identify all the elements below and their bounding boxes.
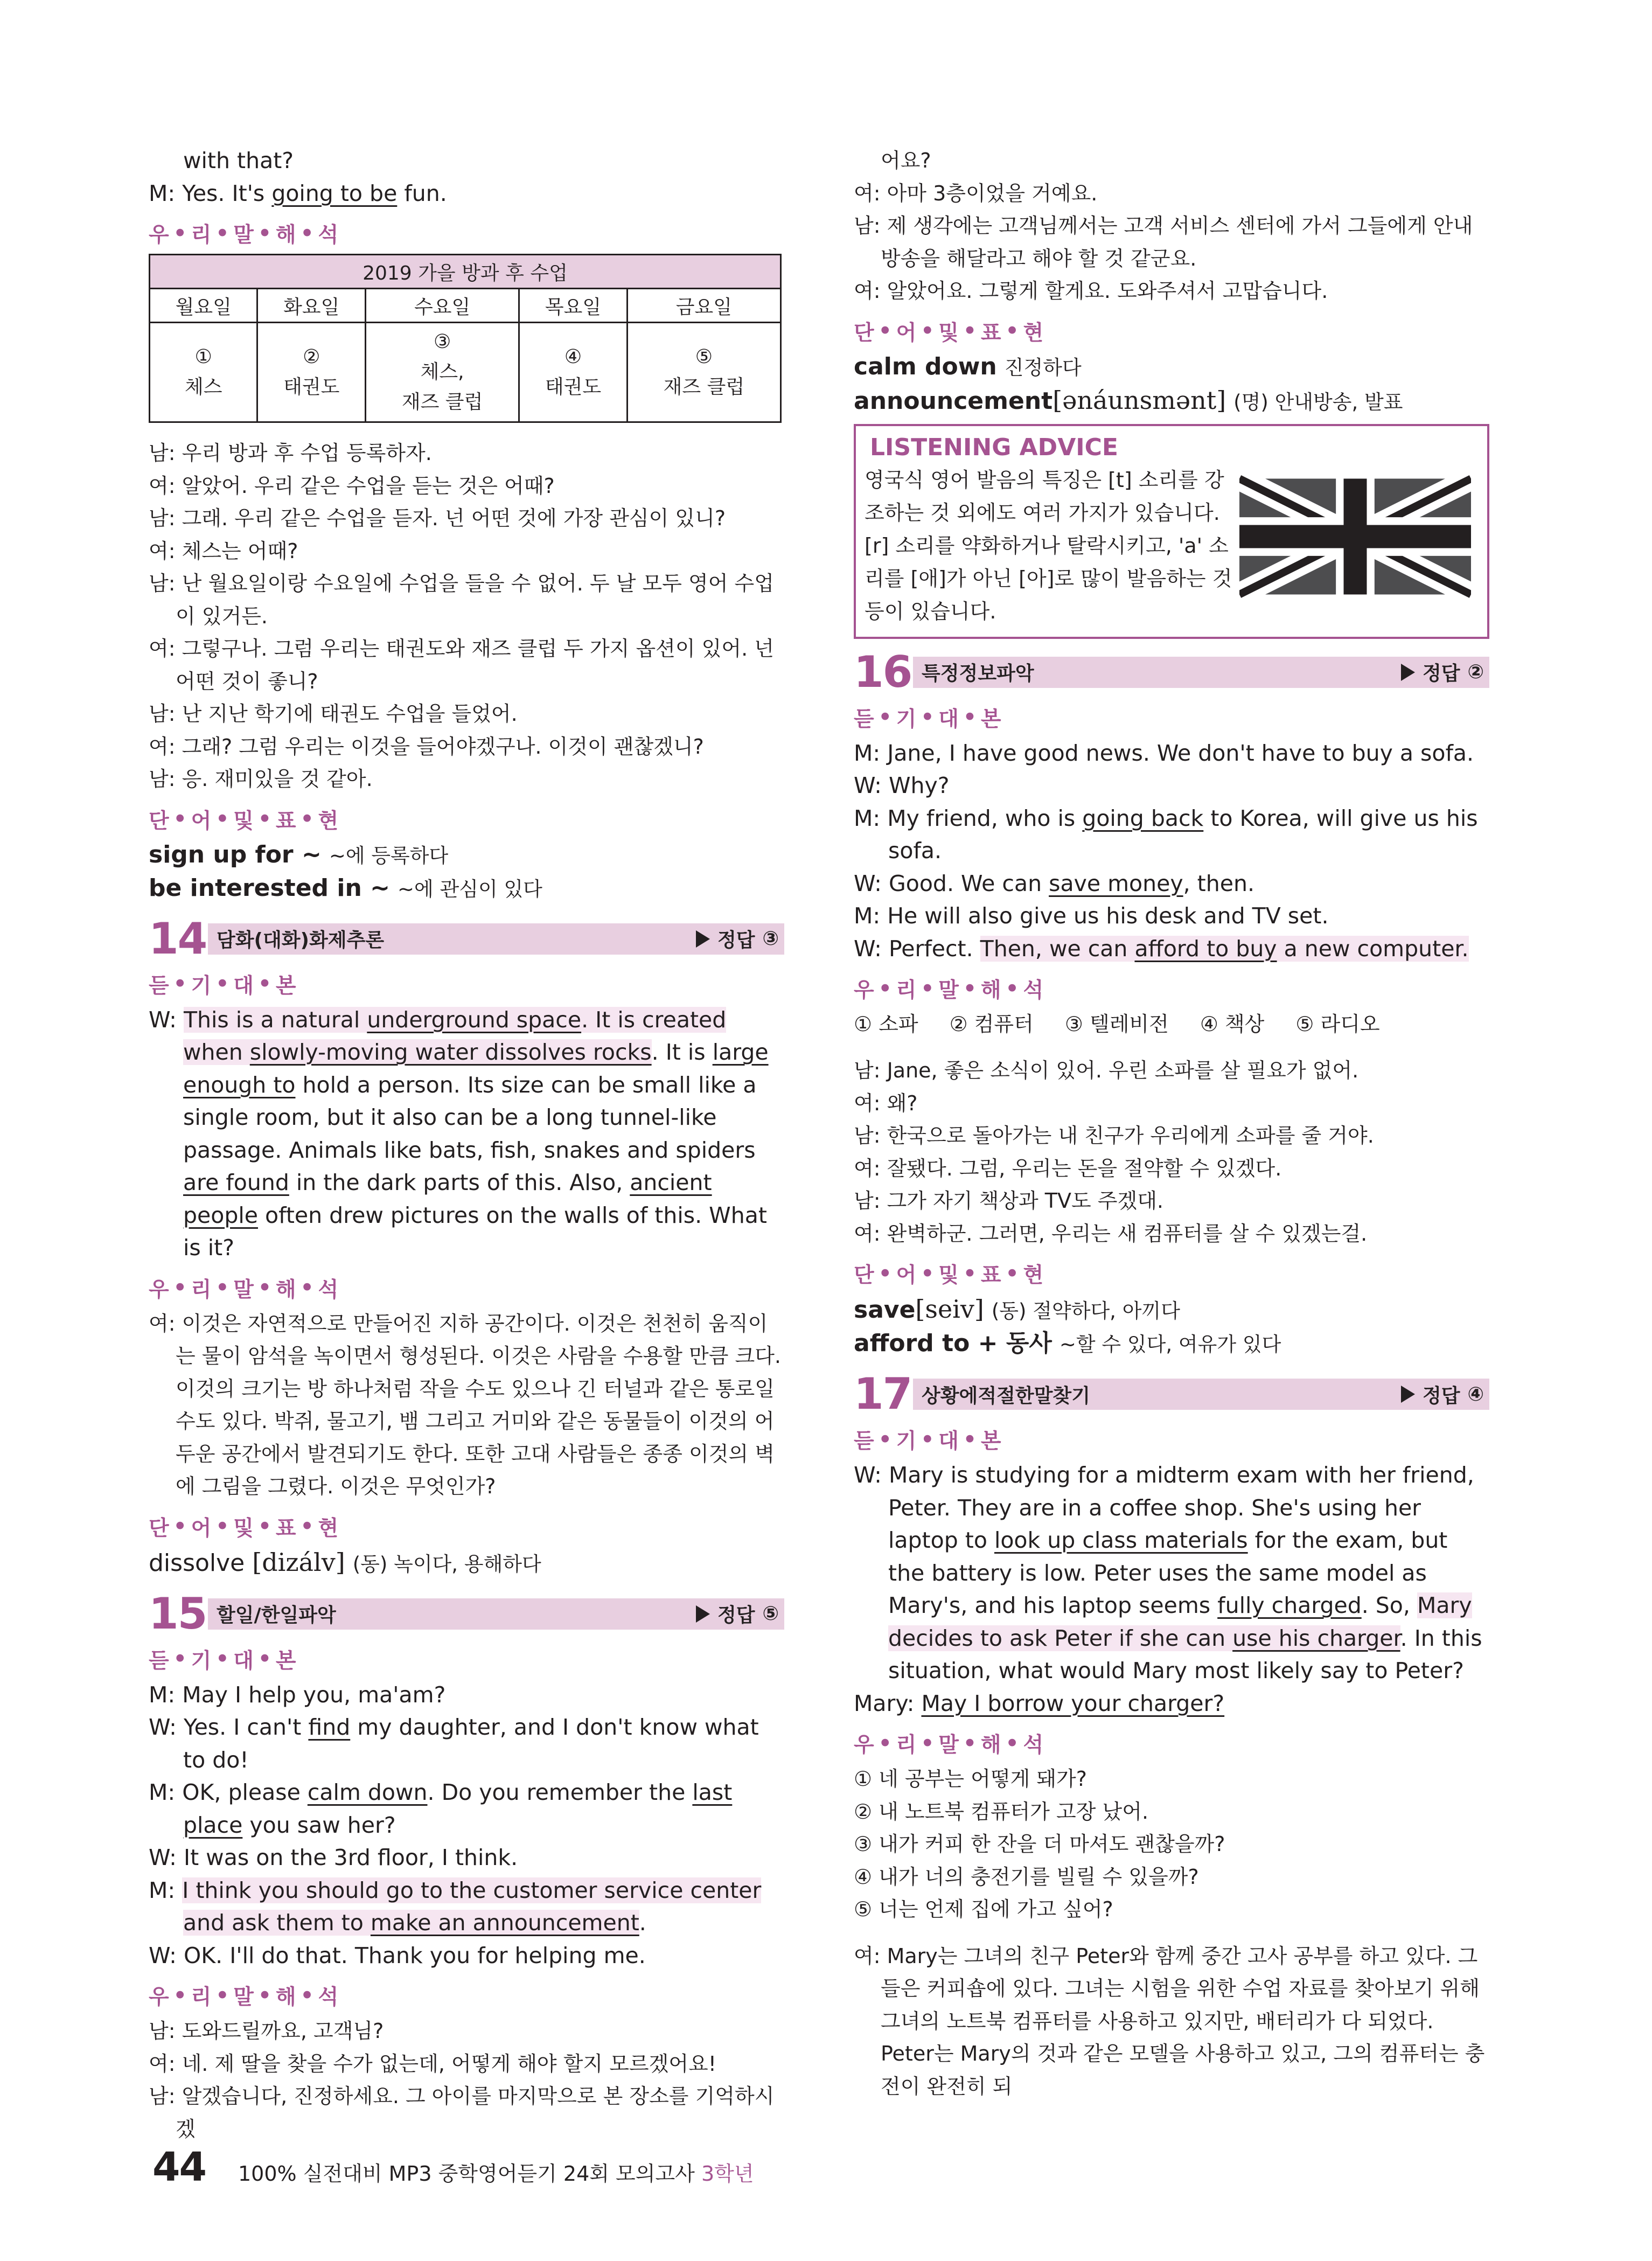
vocab-item: sign up for ~ ~에 등록하다 bbox=[149, 840, 449, 868]
script-label: 듣 • 기 • 대 • 본 bbox=[149, 1647, 297, 1673]
question-topic: 상황에적절한말찾기 bbox=[922, 1385, 1090, 1407]
schedule-title: 2019 가을 방과 후 수업 bbox=[150, 255, 781, 289]
question-number: 14 bbox=[149, 913, 207, 964]
q17-mary-line: Mary: May I borrow your charger? bbox=[854, 1690, 1225, 1716]
book-title: 100% 실전대비 MP3 중학영어듣기 24회 모의고사 3학년 bbox=[238, 2162, 754, 2186]
vocab-item: save[seiv] (동) 절약하다, 아끼다 bbox=[854, 1295, 1180, 1324]
vocab-label: 단 • 어 • 및 • 표 • 현 bbox=[149, 1514, 340, 1541]
question-bar bbox=[913, 1379, 1489, 1410]
cell-mon: ① 체스 bbox=[150, 323, 257, 422]
q16-header bbox=[854, 646, 1489, 697]
script-label: 듣 • 기 • 대 • 본 bbox=[149, 972, 297, 998]
page-number: 44 bbox=[152, 2144, 206, 2190]
advice-title: LISTENING ADVICE bbox=[870, 434, 1118, 461]
vocab-item: calm down 진정하다 bbox=[854, 352, 1082, 380]
day-fri: 금요일 bbox=[627, 289, 780, 323]
intro-line-2: M: Yes. It's going to be fun. bbox=[149, 180, 447, 206]
cell-tue: ② 태권도 bbox=[257, 323, 365, 422]
q15-translation-cont: 어요? 여: 아마 3층이었을 거예요. 남: 제 생각에는 고객님께서는 고객 서비스 센터에 가서 그들에게 안내방송을 해달라고 해야 할 것 같군요. 여: 알았어요. 그렇게 할게요. 도와주셔서 고맙습니다. bbox=[854, 149, 1473, 303]
day-mon: 월요일 bbox=[150, 289, 257, 323]
script-label: 듣 • 기 • 대 • 본 bbox=[854, 1427, 1002, 1453]
q15-script: M: May I help you, ma'am? W: Yes. I can't find my daughter, and I don't know what to do! M: OK, please calm down. Do you remember the last place you saw her? W: It was on the 3rd floor, I think. M: I think you should go to the customer service center and ask them to make an announcement. W: OK. I'll do that. Thank you for helping me. bbox=[149, 1681, 762, 1968]
left-column bbox=[149, 144, 784, 2145]
vocab-label: 단 • 어 • 및 • 표 • 현 bbox=[854, 319, 1045, 345]
advice-text: 영국식 영어 발음의 특징은 [t] 소리를 강조하는 것 외에도 여러 가지가 있습니다. [r] 소리를 약화하거나 탈락시키고, 'a' 소리를 [애]가 아닌 [아]로 많이 발음하는 것 등이 있습니다. bbox=[865, 468, 1232, 623]
q16-script: M: Jane, I have good news. We don't have to buy a sofa. W: Why? M: My friend, who is going back to Korea, will give us his sofa. W: Good. We can save money, then. M: He will also give us his desk and TV set. W: Perfect. Then, we can afford to buy a new computer. bbox=[854, 740, 1478, 962]
day-wed: 수요일 bbox=[365, 289, 519, 323]
question-topic: 특정정보파악 bbox=[922, 663, 1034, 685]
q16-translation: 남: Jane, 좋은 소식이 있어. 우린 소파를 살 필요가 없어. 여: 왜? 남: 한국으로 돌아가는 내 친구가 우리에게 소파를 줄 거야. 여: 잘됐다. 그럼, 우리는 돈을 절약할 수 있겠다. 남: 그가 자기 책상과 TV도 주겠대. 여: 완벽하군. 그러면, 우리는 새 컴퓨터를 살 수 있겠는걸. bbox=[854, 1059, 1374, 1246]
vocab-label: 단 • 어 • 및 • 표 • 현 bbox=[854, 1261, 1045, 1288]
question-bar bbox=[208, 1598, 784, 1630]
q14-translation: 여: 이것은 자연적으로 만들어진 지하 공간이다. 이것은 천천히 움직이는 물이 암석을 녹이면서 형성된다. 이것은 사람을 수용할 만큼 크다. 이것의 크기는 방 하나처럼 작을 수도 있으나 긴 터널과 같은 통로일 수도 있다. 박쥐, 물고기, 뱀 그리고 거미와 같은 동물들이 이것의 어두운 공간에서 발견되기도 한다. 또한 고대 사람들은 종종 이것의 벽에 그림을 그렸다. 이것은 무엇인가? bbox=[149, 1311, 781, 1498]
cell-fri: ⑤ 재즈 클럽 bbox=[627, 323, 780, 422]
answer-badge: 정답 ④ bbox=[1401, 1381, 1484, 1408]
question-topic: 할일/한일파악 bbox=[217, 1604, 336, 1626]
day-thu: 목요일 bbox=[519, 289, 627, 323]
question-number: 15 bbox=[149, 1588, 207, 1639]
question-number: 17 bbox=[854, 1369, 912, 1419]
listening-advice-box bbox=[854, 424, 1489, 639]
vocab-item: announcement[ənáunsmənt] (명) 안내방송, 발표 bbox=[854, 385, 1403, 415]
q17-translation: 여: Mary는 그녀의 친구 Peter와 함께 중간 고사 공부를 하고 있다. 그들은 커피숍에 있다. 그녀는 시험을 위한 수업 자료를 찾아보기 위해 그녀의 노트북 컴퓨터를 사용하고 있지만, 배터리가 다 되었다. Peter는 Mary의 것과 같은 모델을 사용하고 있고, 그의 컴퓨터는 충전이 완전히 되 bbox=[854, 1944, 1485, 2098]
question-bar bbox=[913, 657, 1489, 688]
question-number: 16 bbox=[854, 646, 912, 697]
q15-translation: 남: 도와드릴까요, 고객님? 여: 네. 제 딸을 찾을 수가 없는데, 어떻게 해야 할지 모르겠어요! 남: 알겠습니다, 진정하세요. 그 아이를 마지막으로 본 장소를 기억하시겠 bbox=[149, 2019, 775, 2141]
script-label: 듣 • 기 • 대 • 본 bbox=[854, 705, 1002, 732]
answer-badge: 정답 ② bbox=[1401, 658, 1484, 686]
intro-line-1: with that? bbox=[183, 148, 294, 173]
day-tue: 화요일 bbox=[257, 289, 365, 323]
page-footer bbox=[152, 2144, 754, 2190]
triangle-icon bbox=[696, 930, 710, 948]
vocab-label: 단 • 어 • 및 • 표 • 현 bbox=[149, 807, 340, 833]
vocab-item: dissolve [dizálv] (동) 녹이다, 용해하다 bbox=[149, 1547, 541, 1577]
cell-wed: ③ 체스, 재즈 클럽 bbox=[365, 323, 519, 422]
translation-label: 우 • 리 • 말 • 해 • 석 bbox=[854, 1731, 1045, 1757]
translation-label: 우 • 리 • 말 • 해 • 석 bbox=[149, 221, 340, 247]
q17-header bbox=[854, 1369, 1489, 1419]
q15-header bbox=[149, 1588, 784, 1639]
answer-badge: 정답 ③ bbox=[696, 925, 779, 952]
right-column bbox=[854, 144, 1489, 2103]
union-jack-flag bbox=[1239, 475, 1471, 599]
cell-thu: ④ 태권도 bbox=[519, 323, 627, 422]
vocab-item: afford to + 동사 ~할 수 있다, 여유가 있다 bbox=[854, 1330, 1281, 1357]
q14-header bbox=[149, 913, 784, 964]
triangle-icon bbox=[696, 1605, 710, 1623]
q17-options: ① 네 공부는 어떻게 돼가? ② 내 노트북 컴퓨터가 고장 났어. ③ 내가 커피 한 잔을 더 마셔도 괜찮을까? ④ 내가 너의 충전기를 빌릴 수 있을까? ⑤ 너는 언제 집에 가고 싶어? bbox=[854, 1767, 1225, 1921]
answer-badge: 정답 ⑤ bbox=[696, 1600, 779, 1627]
question-topic: 담화(대화)화제추론 bbox=[217, 929, 385, 951]
translation-label: 우 • 리 • 말 • 해 • 석 bbox=[149, 1276, 340, 1302]
triangle-icon bbox=[1401, 664, 1415, 681]
q17-script: W: Mary is studying for a midterm exam with her friend, Peter. They are in a coffee shop. She's using her laptop to look up class materials for the exam, but the battery is low. Peter uses the same model as Mary's, and his laptop seems fully charged. So, Mary decides to ask Peter if she can use his charger. In this situation, what would Mary most likely say to Peter? bbox=[854, 1462, 1482, 1683]
q16-options: ① 소파 ② 컴퓨터 ③ 텔레비전 ④ 책상 ⑤ 라디오 bbox=[854, 1012, 1380, 1036]
q13-translation: 남: 우리 방과 후 수업 등록하자. 여: 알았어. 우리 같은 수업을 듣는 것은 어때? 남: 그래. 우리 같은 수업을 듣자. 넌 어떤 것에 가장 관심이 있니? 여: 체스는 어때? 남: 난 월요일이랑 수요일에 수업을 들을 수 없어. 두 날 모두 영어 수업이 있거든. 여: 그렇구나. 그럼 우리는 태권도와 재즈 클럽 두 가지 옵션이 있어. 넌 어떤 것이 좋니? 남: 난 지난 학기에 태권도 수업을 들었어. 여: 그래? 그럼 우리는 이것을 들어야겠구나. 이것이 괜찮겠니? 남: 응. 재미있을 것 같아. bbox=[149, 441, 774, 791]
schedule-table bbox=[149, 254, 782, 423]
vocab-item: be interested in ~ ~에 관심이 있다 bbox=[149, 874, 542, 902]
translation-label: 우 • 리 • 말 • 해 • 석 bbox=[149, 1983, 340, 2009]
advice-header bbox=[865, 432, 1479, 464]
translation-label: 우 • 리 • 말 • 해 • 석 bbox=[854, 976, 1045, 1003]
triangle-icon bbox=[1401, 1386, 1415, 1403]
question-bar bbox=[208, 923, 784, 955]
q14-script: W: This is a natural underground space. It is created when slowly-moving water dissolves rocks. It is large enough to hold a person. Its size can be small like a single room, but it also can be a long tunnel-like passage. Animals like bats, fish, snakes and spiders are found in the dark parts of this. Also, ancient people often drew pictures on the walls of this. What is it? bbox=[149, 1006, 769, 1261]
